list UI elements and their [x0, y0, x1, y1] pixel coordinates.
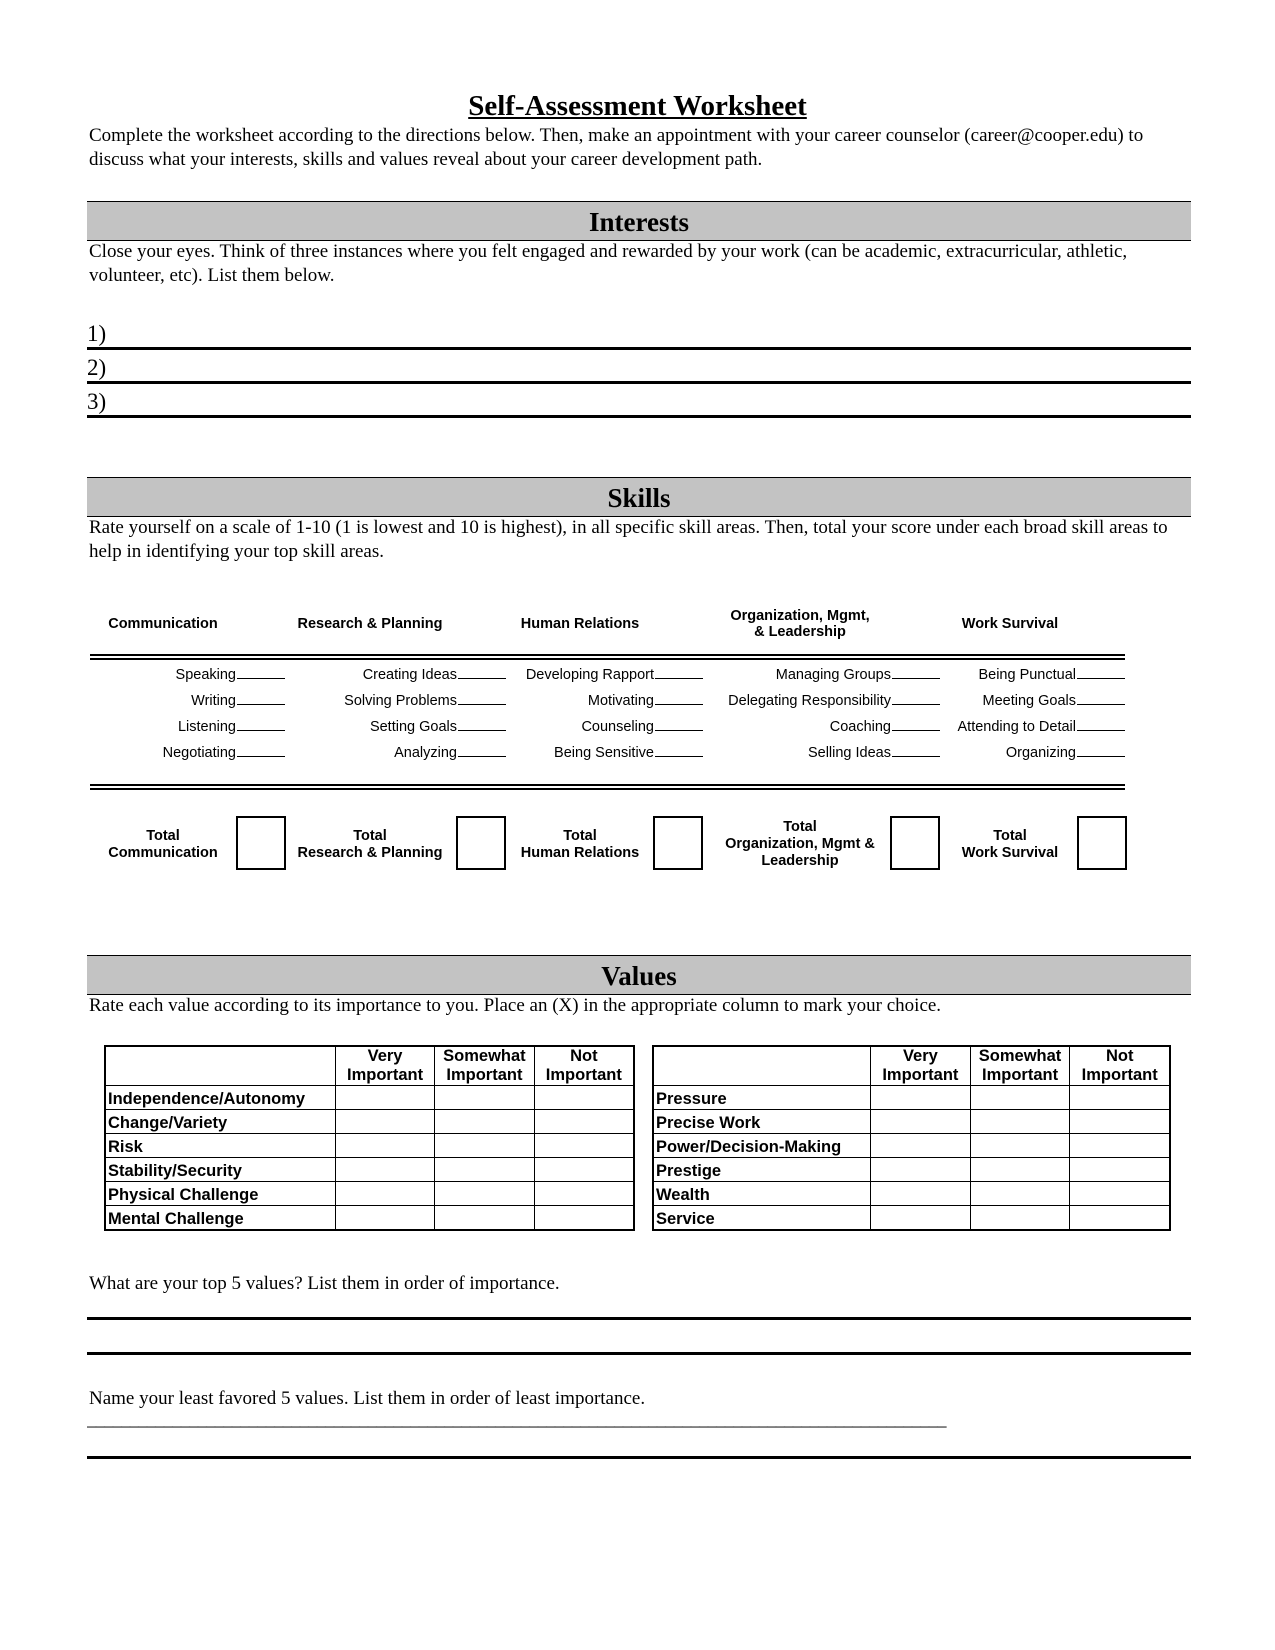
value-name: Stability/Security	[105, 1158, 335, 1182]
top5-answer-line-2[interactable]	[87, 1352, 1191, 1355]
rating-cell[interactable]	[435, 1110, 535, 1134]
table-row	[105, 1206, 634, 1231]
table-row	[105, 1110, 634, 1134]
interest-line-number: 2)	[87, 355, 107, 380]
skill-item[interactable]: Writing	[90, 692, 285, 710]
rating-cell[interactable]	[335, 1134, 434, 1158]
interest-line-2[interactable]	[87, 348, 1191, 384]
total-label-work-survival: Total Work Survival	[961, 828, 1059, 861]
skill-item[interactable]: Meeting Goals	[930, 692, 1125, 710]
values-table-right	[652, 1045, 1171, 1231]
table-row	[105, 1158, 634, 1182]
total-box-communication[interactable]	[236, 816, 286, 870]
value-name: Wealth	[653, 1182, 871, 1206]
value-name: Pressure	[653, 1086, 871, 1110]
rating-cell[interactable]	[534, 1086, 634, 1110]
rating-cell[interactable]	[970, 1134, 1070, 1158]
value-name: Risk	[105, 1134, 335, 1158]
value-name: Independence/Autonomy	[105, 1086, 335, 1110]
skill-item[interactable]: Counseling	[490, 718, 703, 736]
rating-cell[interactable]	[970, 1206, 1070, 1231]
rating-cell[interactable]	[435, 1086, 535, 1110]
rating-cell[interactable]	[871, 1206, 971, 1231]
skill-header-work-survival: Work Survival	[961, 616, 1059, 632]
column-header-somewhat-important: Somewhat Important	[435, 1046, 535, 1086]
rating-cell[interactable]	[435, 1182, 535, 1206]
table-row	[653, 1182, 1170, 1206]
skill-item[interactable]: Attending to Detail	[930, 718, 1125, 736]
table-row	[653, 1206, 1170, 1231]
skill-item[interactable]: Delegating Responsibility	[700, 692, 940, 710]
values-table-left	[104, 1045, 635, 1231]
table-row	[653, 1134, 1170, 1158]
skills-instructions: Rate yourself on a scale of 1-10 (1 is lowest and 10 is highest), in all specific skill areas. Then, total your score under each broad skill areas to help in identifying your top skill areas.	[89, 517, 1168, 562]
rating-cell[interactable]	[970, 1158, 1070, 1182]
skill-items-research-planning	[290, 666, 506, 762]
skills-double-rule-top	[90, 654, 1125, 660]
column-header-not-important: Not Important	[1070, 1046, 1170, 1086]
rating-cell[interactable]	[534, 1206, 634, 1231]
values-heading: Values	[87, 955, 1191, 995]
rating-cell[interactable]	[534, 1134, 634, 1158]
least5-answer-line-1[interactable]: _____________________________________________________________________________________________________	[87, 1410, 946, 1430]
rating-cell[interactable]	[1070, 1206, 1170, 1231]
column-header-somewhat-important: Somewhat Important	[970, 1046, 1070, 1086]
column-header-very-important: Very Important	[335, 1046, 434, 1086]
rating-cell[interactable]	[435, 1206, 535, 1231]
intro-text: Complete the worksheet according to the directions below. Then, make an appointment with your career counselor (career@cooper.edu) to discuss what your interests, skills and values reveal about your career development path.	[89, 125, 1144, 170]
total-label-research-planning: Total Research & Planning	[297, 828, 443, 861]
rating-cell[interactable]	[970, 1086, 1070, 1110]
skill-header-communication: Communication	[108, 616, 218, 632]
rating-cell[interactable]	[1070, 1110, 1170, 1134]
skill-item[interactable]: Coaching	[700, 718, 940, 736]
page-title: Self-Assessment Worksheet	[468, 90, 807, 122]
interests-instructions: Close your eyes. Think of three instances where you felt engaged and rewarded by your work (can be academic, extracurricular, athletic, volunteer, etc). List them below.	[89, 241, 1128, 286]
rating-cell[interactable]	[534, 1110, 634, 1134]
total-box-organization[interactable]	[890, 816, 940, 870]
table-row	[105, 1182, 634, 1206]
column-header-not-important: Not Important	[534, 1046, 634, 1086]
value-name: Mental Challenge	[105, 1206, 335, 1231]
column-header-very-important: Very Important	[871, 1046, 971, 1086]
skill-header-organization: Organization, Mgmt, & Leadership	[730, 608, 870, 640]
rating-cell[interactable]	[1070, 1086, 1170, 1110]
skill-item[interactable]: Negotiating	[90, 744, 285, 762]
skill-item[interactable]: Analyzing	[290, 744, 506, 762]
rating-cell[interactable]	[335, 1158, 434, 1182]
value-name: Physical Challenge	[105, 1182, 335, 1206]
value-name: Service	[653, 1206, 871, 1231]
skill-item[interactable]: Being Sensitive	[490, 744, 703, 762]
rating-cell[interactable]	[871, 1134, 971, 1158]
interest-line-3[interactable]	[87, 382, 1191, 418]
total-box-human-relations[interactable]	[653, 816, 703, 870]
total-label-organization: Total Organization, Mgmt & Leadership	[725, 819, 875, 869]
skill-items-human-relations	[490, 666, 703, 762]
rating-cell[interactable]	[534, 1158, 634, 1182]
rating-cell[interactable]	[871, 1086, 971, 1110]
table-row	[653, 1110, 1170, 1134]
skill-item[interactable]: Developing Rapport	[490, 666, 703, 684]
skill-item[interactable]: Managing Groups	[700, 666, 940, 684]
rating-cell[interactable]	[335, 1110, 434, 1134]
value-name: Change/Variety	[105, 1110, 335, 1134]
skill-item[interactable]: Setting Goals	[290, 718, 506, 736]
table-row	[653, 1086, 1170, 1110]
skill-item[interactable]: Speaking	[90, 666, 285, 684]
skill-item[interactable]: Solving Problems	[290, 692, 506, 710]
rating-cell[interactable]	[1070, 1182, 1170, 1206]
total-label-communication: Total Communication	[108, 828, 218, 861]
skill-items-organization	[700, 666, 940, 762]
interest-line-number: 3)	[87, 389, 107, 414]
skill-item[interactable]: Motivating	[490, 692, 703, 710]
skills-double-rule-bottom	[90, 784, 1125, 790]
skill-header-human-relations: Human Relations	[520, 616, 640, 632]
total-box-research-planning[interactable]	[456, 816, 506, 870]
values-instructions: Rate each value according to its importance to you. Place an (X) in the appropriate column to mark your choice.	[89, 995, 942, 1016]
rating-cell[interactable]	[1070, 1134, 1170, 1158]
rating-cell[interactable]	[970, 1182, 1070, 1206]
table-row	[105, 1134, 634, 1158]
interests-heading: Interests	[87, 201, 1191, 241]
top5-prompt: What are your top 5 values? List them in order of importance.	[89, 1273, 560, 1294]
least5-answer-line-2[interactable]	[87, 1456, 1191, 1459]
value-name: Prestige	[653, 1158, 871, 1182]
skill-items-communication	[90, 666, 285, 762]
top5-answer-line-1[interactable]	[87, 1317, 1191, 1320]
rating-cell[interactable]	[871, 1182, 971, 1206]
skill-item[interactable]: Listening	[90, 718, 285, 736]
rating-cell[interactable]	[335, 1182, 434, 1206]
rating-cell[interactable]	[871, 1110, 971, 1134]
rating-cell[interactable]	[871, 1158, 971, 1182]
skill-item[interactable]: Selling Ideas	[700, 744, 940, 762]
skills-heading: Skills	[87, 477, 1191, 517]
skill-item[interactable]: Being Punctual	[930, 666, 1125, 684]
interest-line-1[interactable]	[87, 314, 1191, 350]
rating-cell[interactable]	[1070, 1158, 1170, 1182]
rating-cell[interactable]	[435, 1134, 535, 1158]
skill-header-research-planning: Research & Planning	[297, 616, 443, 632]
least5-prompt: Name your least favored 5 values. List them in order of least importance.	[89, 1388, 646, 1409]
total-label-human-relations: Total Human Relations	[520, 828, 640, 861]
rating-cell[interactable]	[335, 1086, 434, 1110]
rating-cell[interactable]	[435, 1158, 535, 1182]
rating-cell[interactable]	[970, 1110, 1070, 1134]
skill-item[interactable]: Creating Ideas	[290, 666, 506, 684]
value-name: Precise Work	[653, 1110, 871, 1134]
table-row	[653, 1158, 1170, 1182]
rating-cell[interactable]	[534, 1182, 634, 1206]
table-row	[105, 1086, 634, 1110]
total-box-work-survival[interactable]	[1077, 816, 1127, 870]
skill-item[interactable]: Organizing	[930, 744, 1125, 762]
interest-line-number: 1)	[87, 321, 107, 346]
skill-items-work-survival	[930, 666, 1125, 762]
rating-cell[interactable]	[335, 1206, 434, 1231]
value-name: Power/Decision-Making	[653, 1134, 871, 1158]
